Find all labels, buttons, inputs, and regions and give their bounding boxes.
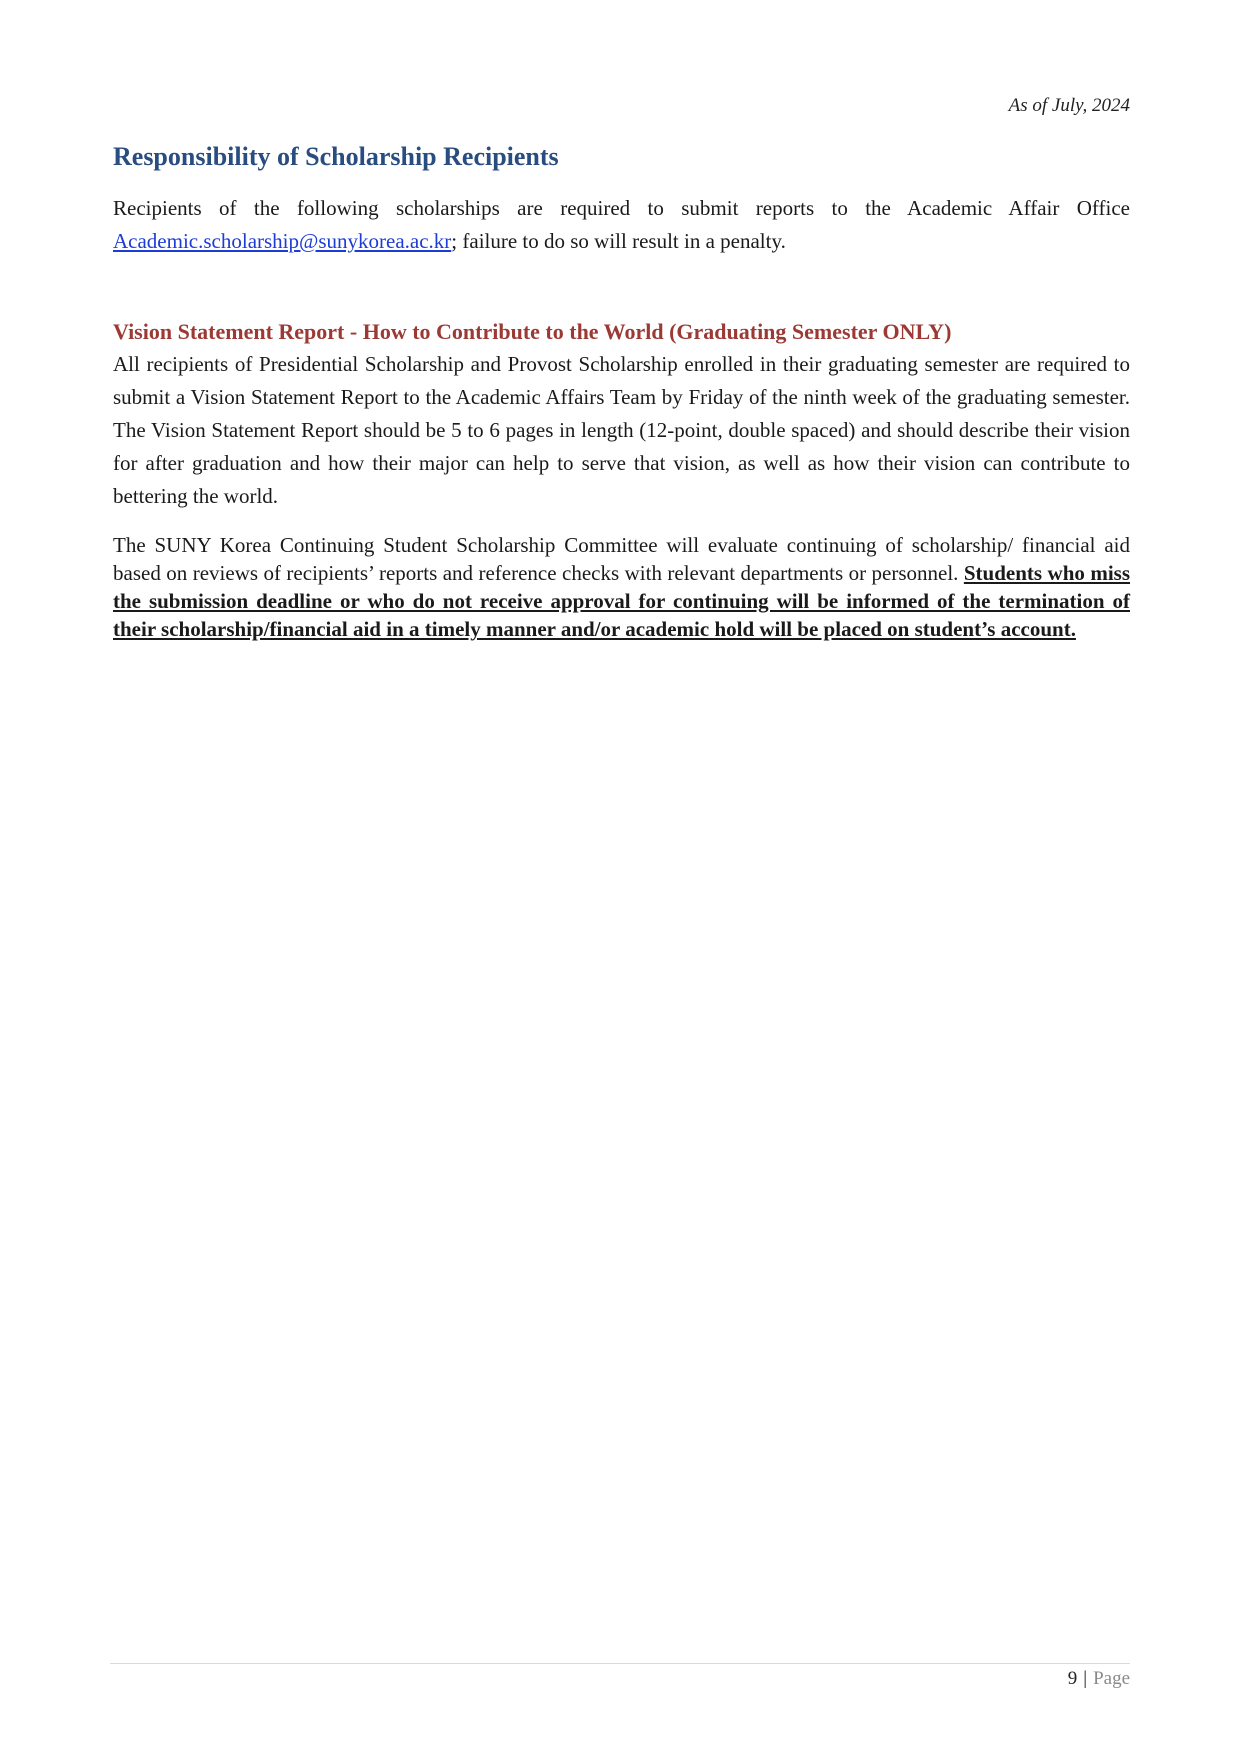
email-link[interactable]: Academic.scholarship@sunykorea.ac.kr [113, 228, 452, 253]
termination-notice: Students who miss the submission deadline or who do not receive approval for continuing will be informed of the termination of their scholarship/financial aid in a timely manner and/or academic hold will be placed on student’s account. [113, 561, 1130, 642]
page-content [113, 140, 1130, 643]
page-footer [1068, 1668, 1130, 1690]
intro-text: Recipients of the following scholarships are required to submit reports to the Academic Affair Office [113, 195, 1130, 220]
committee-text: The SUNY Korea Continuing Student Scholarship Committee will evaluate continuing of scholarship/ financial aid based on reviews of recipients’ reports and reference checks with relevant departments or personnel. [113, 533, 1130, 586]
footer-separator: | [1083, 1668, 1088, 1689]
page-number: 9 [1067, 1668, 1078, 1689]
footer-divider [110, 1663, 1130, 1664]
intro-text-end: ; failure to do so will result in a penalty. [451, 228, 786, 253]
vision-section-body: All recipients of Presidential Scholarship and Provost Scholarship enrolled in their graduating semester are required to submit a Vision Statement Report to the Academic Affairs Team by Friday of the ninth week of the graduating semester. The Vision Statement Report should be 5 to 6 pages in length (12-point, double spaced) and should describe their vision for after graduation and how their major can help to serve that vision, as well as how their vision can contribute to bettering the world. [113, 352, 1130, 509]
committee-paragraph [113, 531, 1130, 643]
page-label: Page [1093, 1668, 1130, 1689]
date-note: As of July, 2024 [1008, 95, 1130, 116]
intro-paragraph [113, 192, 1130, 258]
vision-section-heading: Vision Statement Report - How to Contribute to the World (Graduating Semester ONLY) [113, 318, 952, 344]
page-title: Responsibility of Scholarship Recipients [113, 142, 559, 171]
